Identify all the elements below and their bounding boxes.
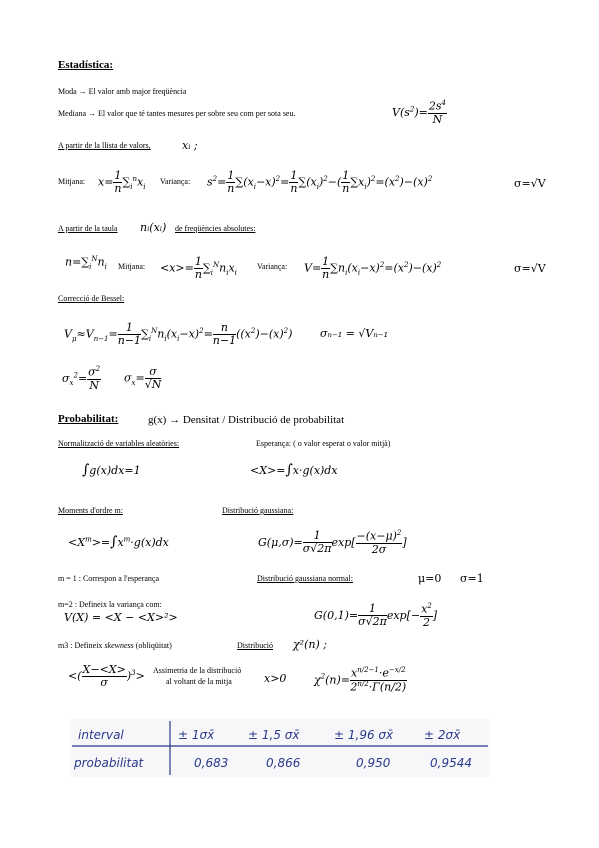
value-196sigma: 0,950 bbox=[356, 756, 391, 770]
n-sum-formula: $n=\sum_i^Nn_i$ bbox=[65, 255, 107, 271]
sigma-formula: σ=√V bbox=[514, 177, 546, 190]
chi-formula: $\chi^2(n)=$ $\frac{x^{n/2-1}\cdot e^{-x/2}}{2^{n/2}\cdot\Gamma(n/2)}$ bbox=[314, 666, 407, 694]
from-table-variable: nᵢ(xᵢ) bbox=[140, 221, 167, 234]
normal-formula: G(0,1)= $\frac{1}{\sigma√2\pi}$ exp[− $\frac{x^2}{2}$ ] bbox=[314, 602, 438, 629]
handwritten-table bbox=[70, 719, 490, 777]
asymmetry-line-2: al voltant de la mitja bbox=[166, 677, 232, 686]
chi-variable: χ²(n) ; bbox=[293, 638, 327, 651]
mean-formula: x= $\frac{1}{n}$ $\sum_i^nx_i$ bbox=[98, 169, 146, 196]
m2-note: m=2 : Defineix la variança com: bbox=[58, 600, 162, 609]
bessel-sigma: σₙ₋₁ = √Vₙ₋₁ bbox=[320, 327, 389, 340]
statistics-title: Estadística: bbox=[58, 59, 113, 71]
handwritten-table-image bbox=[70, 719, 490, 777]
header-1sigma: ± 1σx̄ bbox=[178, 728, 215, 742]
asymmetry-line-1: Assimetria de la distribució bbox=[153, 666, 242, 675]
value-15sigma: 0,866 bbox=[266, 756, 301, 770]
sigma-mean-squared: $\sigma_x^2=$ $\frac{\sigma^2}{N}$ bbox=[62, 365, 101, 392]
mode-definition: Moda → El valor amb major freqüència bbox=[58, 87, 187, 96]
header-2sigma: ± 2σx̄ bbox=[424, 728, 461, 742]
gaussian-heading: Distribució gaussiana: bbox=[222, 506, 294, 515]
from-list-variable: xᵢ ; bbox=[182, 139, 198, 152]
variance-definition: V(X) = <X − <X>²> bbox=[64, 611, 178, 624]
mean-formula-2: <x>= $\frac{1}{n}$ $\sum_i^Nn_ix_i$ bbox=[160, 255, 237, 282]
bessel-formula: $V_\mu\approx V_{n-1}=$ $\frac{1}{n-1}$ $\sum_i^Nn_i(x_i-x)^2=$ $\frac{n}{n-1}$ $((x^2)-(x)^2)$ bbox=[64, 321, 293, 348]
header-15sigma: ± 1,5 σx̄ bbox=[248, 728, 300, 742]
header-interval: interval bbox=[78, 728, 124, 742]
sigma-formula-2: σ=√V bbox=[514, 262, 546, 275]
probability-subtitle: g(x) → Densitat / Distribució de probabilitat bbox=[148, 414, 345, 426]
from-table-heading-2: de freqüències absolutes: bbox=[175, 224, 256, 233]
moments-formula: $<X^m>=\int x^m\cdot g(x)dx$ bbox=[68, 534, 169, 550]
skewness-formula: <( $\frac{X-<X>}{\sigma}$ )$^3$> bbox=[68, 663, 145, 690]
variance-formula: $s^2=$ $\frac{1}{n}$ $\sum(x_i-x)^2=$ $\frac{1}{n}$ $\sum(x_i)^2-$( $\frac{1}{n}$ $\sum x_i)^2=(x^2)-(x)^2$ bbox=[207, 169, 433, 196]
probability-title: Probabilitat: bbox=[58, 413, 119, 425]
median-variance-formula: $V(s^2)=$ $\frac{2s^4}{N}$ bbox=[392, 99, 446, 126]
mean-label-2: Mitjana: bbox=[118, 262, 146, 271]
mean-label: Mitjana: bbox=[58, 177, 86, 186]
bessel-heading: Correcció de Bessel: bbox=[58, 294, 125, 303]
variance-label-2: Variança: bbox=[257, 262, 288, 271]
value-2sigma: 0,9544 bbox=[430, 756, 472, 770]
chi-heading: Distribució bbox=[237, 641, 273, 650]
variance-formula-2: V= $\frac{1}{n}$ $\sum n_i(x_i-x)^2=(x^2)-(x)^2$ bbox=[304, 255, 442, 282]
m1-note: m = 1 : Correspon a l'esperança bbox=[58, 574, 160, 583]
row-label-probabilitat: probabilitat bbox=[74, 756, 144, 770]
gaussian-formula: G(μ,σ)= $\frac{1}{\sigma√2\pi}$ exp[ $\frac{-(x-\mu)^2}{2\sigma}$ ] bbox=[258, 529, 407, 556]
moments-heading: Moments d'ordre m: bbox=[58, 506, 123, 515]
normalization-formula: ∫g(x)dx=1 bbox=[82, 462, 141, 478]
mu-zero: μ=0 bbox=[418, 572, 442, 585]
normal-heading: Distribució gaussiana normal: bbox=[257, 574, 353, 583]
expectation-heading: Esperança: ( o valor esperat o valor mitjà) bbox=[256, 439, 391, 448]
median-definition: Mediana → El valor que té tantes mesures per sobre seu com per sota seu. bbox=[58, 109, 296, 118]
header-196sigma: ± 1,96 σx̄ bbox=[334, 728, 394, 742]
m3-note-rest: (obliqüitat) bbox=[135, 641, 172, 650]
from-table-heading: A partir de la taula bbox=[58, 224, 118, 233]
sigma-one: σ=1 bbox=[460, 572, 484, 585]
m3-note bbox=[58, 642, 172, 650]
skewness-word: skewness bbox=[104, 641, 134, 650]
m3-note-label: m3 : Defineix bbox=[58, 641, 103, 650]
variance-label: Variança: bbox=[160, 177, 191, 186]
x-positive: x>0 bbox=[264, 672, 287, 685]
from-list-heading: A partir de la llista de valors, bbox=[58, 141, 151, 150]
sigma-mean: $\sigma_x=$ $\frac{\sigma}{√N}$ bbox=[124, 365, 162, 392]
value-1sigma: 0,683 bbox=[194, 756, 229, 770]
expectation-formula: <X>=∫x·g(x)dx bbox=[250, 462, 338, 478]
normalization-heading: Normalització de variables aleatòries: bbox=[58, 439, 180, 448]
